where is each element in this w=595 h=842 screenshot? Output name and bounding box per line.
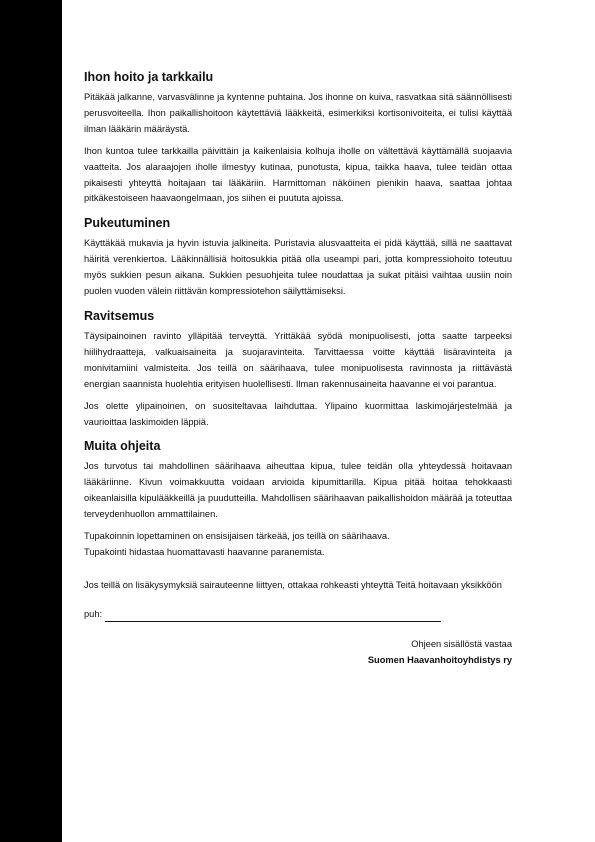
- section-heading: Ravitsemus: [84, 308, 155, 323]
- paragraph: Jos olette ylipainoinen, on suositeltavaa laihduttaa. Ylipaino kuormittaa laskimojärjestelmää ja vaurioittaa laskimoiden läppiä.: [84, 400, 512, 427]
- spacer: [84, 570, 512, 578]
- contact-paragraph: Jos teillä on lisäkysymyksiä sairauteenne liittyen, ottakaa rohkeasti yhteyttä Teitä hoitavaan yksikköön: [84, 579, 502, 590]
- paragraph: Pitäkää jalkanne, varvasvälinne ja kyntenne puhtaina. Jos ihonne on kuiva, rasvatkaa sitä säännöllisesti perusvoiteella. Ihon paikallishoitoon käytettäviä lääkkeitä, esimerkiksi kortisonivoiteita, ei tulisi käyttää ilman lääkärin määräystä.: [84, 92, 512, 134]
- document-page: [62, 0, 595, 842]
- section-heading: Pukeutuminen: [84, 216, 171, 231]
- section-heading: Ihon hoito ja tarkkailu: [84, 70, 214, 84]
- phone-label: puh:: [84, 608, 103, 619]
- phone-fill-line: [105, 610, 441, 622]
- section-other-instructions: [84, 439, 512, 560]
- document-content: [84, 70, 512, 668]
- paragraph: Käyttäkää mukavia ja hyvin istuvia jalkineita. Puristavia alusvaatteita ei pidä käyttää, sillä ne saattavat häiritä verenkiertoa. Lääkinnällisiä hoitosukkia pitää olla useampi pari, jotta kompressiohoito toteutuu myös sukkien pesun aikana. Sukkien pesuohjeita tulee noudattaa ja sukat pitäisi vaihtaa uusiin noin puolen vuoden välein riittävän kompressiotehon säilyttämiseksi.: [84, 238, 512, 297]
- signature-block: [84, 636, 512, 668]
- paragraph: Ihon kuntoa tulee tarkkailla päivittäin ja kaikenlaisia kolhuja iholle on vältettävä käyttämällä suojaavia vaatteita. Jos alaraajojen iholle ilmestyy kutinaa, punotusta, kipua, taikka haava, tulee teidän ottaa pikaisesti yhteyttä hoitajaan tai lääkäriin. Harmittoman näköinen pienikin haava, saattaa johtaa pitkäkestoiseen haavaongelmaan, jos siihen ei puututa ajoissa.: [84, 145, 512, 204]
- phone-field: [84, 606, 512, 622]
- section-nutrition: [84, 309, 512, 430]
- section-clothing: [84, 216, 512, 300]
- organization-name: Suomen Haavanhoitoyhdistys ry: [367, 654, 512, 665]
- section-heading: Muita ohjeita: [84, 439, 161, 454]
- smoking-line: Tupakoinnin lopettaminen on ensisijaisen tärkeää, jos teillä on säärihaava.: [84, 531, 390, 542]
- paragraph: Jos turvotus tai mahdollinen säärihaava aiheuttaa kipua, tulee teidän olla yhteydessä hoitavaan lääkäriinne. Kivun voimakkuutta voidaan arvioida kipumittarilla. Kipua pitää hoitaa tehokkaasti oikeanlaisilla kipulääkkeillä ja puudutteilla. Mahdollisen säärihaavan paikallishoidon määrää ja toteuttaa terveydenhuollon ammattilainen.: [84, 461, 512, 520]
- paragraph: Täysipainoinen ravinto ylläpitää terveyttä. Yrittäkää syödä monipuolisesti, jotta saatte tarpeeksi hiilihydraatteja, valkuaisaineita ja suojaravinteita. Tarvittaessa voitte käyttää lisäravinteita ja monivitamiini valmisteita. Jos teillä on säärihaava, tulee monipuolisesta ravinnosta ja riittävästä energian saannista huolehtia erityisen huolellisesti. Ilman rakennusaineita haavanne ei voi parantua.: [84, 330, 512, 389]
- section-skin-care: [84, 70, 512, 207]
- smoking-line: Tupakointi hidastaa huomattavasti haavanne paranemista.: [84, 546, 325, 557]
- responsibility-label: Ohjeen sisällöstä vastaa: [411, 638, 512, 649]
